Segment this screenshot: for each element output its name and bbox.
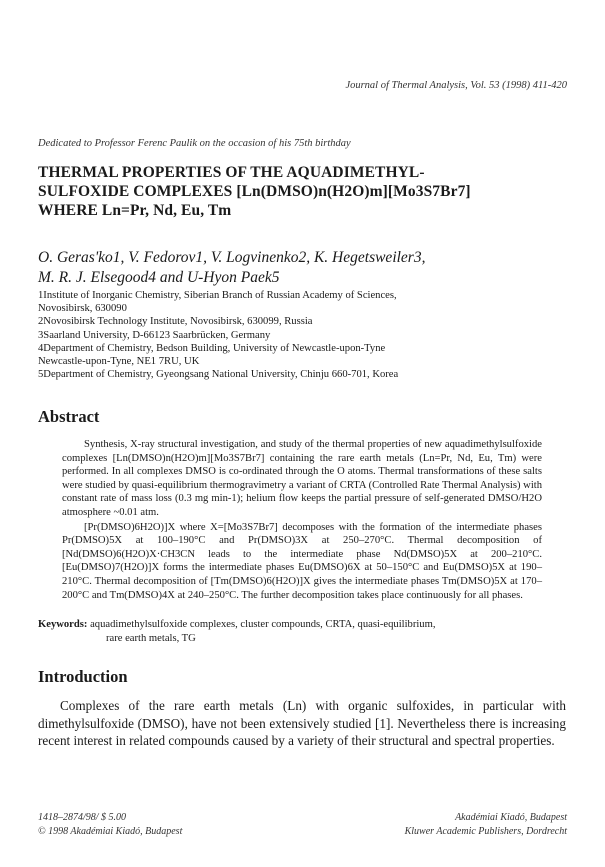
dedication: Dedicated to Professor Ferenc Paulik on the occasion of his 75th birthday	[38, 138, 351, 149]
affiliation-line: 4Department of Chemistry, Bedson Building, University of Newcastle-upon-Tyne	[38, 342, 386, 354]
footer-copyright: © 1998 Akadémiai Kiadó, Budapest	[38, 826, 183, 837]
abstract-body	[62, 438, 542, 602]
affiliation-line: 2Novosibirsk Technology Institute, Novosibirsk, 630099, Russia	[38, 316, 313, 328]
abstract-paragraph-2: [Pr(DMSO)6H2O)]X where X=[Mo3S7Br7] decomposes with the formation of the intermediate phases Pr(DMSO)5X at 100–190°C and Pr(DMSO)3X at 250–270°C. Thermal decomposition of [Nd(DMSO)6(H2O)X·CH3CN leads to the intermediate phase Nd(DMSO)5X at 200–210°C. [Eu(DMSO)7(H2O)]X forms the intermediate phases Eu(DMSO)6X at 50–150°C and Eu(DMSO)5X at 190–210°C. Thermal decomposition of [Tm(DMSO)6(H2O)]X gives the intermediate phases Tm(DMSO)5X at 170–200°C and Tm(DMSO)4X at 240–250°C. The further decomposition takes place continuously for all phases.	[62, 521, 542, 601]
keywords-line-1: aquadimethylsulfoxide complexes, cluster compounds, CRTA, quasi-equilibrium,	[90, 619, 436, 630]
authors-line-2: M. R. J. Elsegood4 and U-Hyon Paek5	[38, 269, 280, 286]
keywords	[38, 618, 543, 645]
affiliation-line: 3Saarland University, D-66123 Saarbrücken, Germany	[38, 329, 271, 341]
abstract-heading: Abstract	[38, 407, 100, 426]
affiliations	[38, 289, 578, 381]
title-line-1: THERMAL PROPERTIES OF THE AQUADIMETHYL-	[38, 164, 425, 181]
footer-issn: 1418–2874/98/ $ 5.00	[38, 812, 127, 823]
journal-reference: Journal of Thermal Analysis, Vol. 53 (1998) 411-420	[345, 80, 567, 91]
affiliation-line: 5Department of Chemistry, Gyeongsang National University, Chinju 660-701, Korea	[38, 369, 399, 381]
footer-publisher-1: Akadémiai Kiadó, Budapest	[455, 812, 567, 823]
title-line-3: WHERE Ln=Pr, Nd, Eu, Tm	[38, 202, 232, 219]
authors-line-1: O. Geras'ko1, V. Fedorov1, V. Logvinenko2, K. Hegetsweiler3,	[38, 249, 426, 266]
keywords-label: Keywords:	[38, 619, 88, 630]
affiliation-line: 1Institute of Inorganic Chemistry, Siberian Branch of Russian Academy of Sciences,	[38, 290, 397, 301]
affiliation-line: Newcastle-upon-Tyne, NE1 7RU, UK	[38, 356, 200, 368]
introduction-heading: Introduction	[38, 667, 128, 686]
introduction-paragraph-1: Complexes of the rare earth metals (Ln) with organic sulfoxides, in particular with dimethylsulfoxide (DMSO), have not been extensively studied [1]. Nevertheless there is increasing recent interest in related compounds caused by a variety of their structural and spectral properties.	[38, 698, 566, 748]
abstract-paragraph-1: Synthesis, X-ray structural investigation, and study of the thermal properties of new aquadimethylsulfoxide complexes [Ln(DMSO)n(H2O)m][Mo3S7Br7] containing the rare earth metals (Ln=Pr, Nd, Eu, Tm) were performed. In all complexes DMSO is co-ordinated through the O atoms. Thermal transformations of these salts were studied by quasi-equilibrium thermogravimetry a variant of CRTA (Controlled Rate Thermal Analysis) with constant rate of mass loss (0.3 mg min-1); helium flow keeps the partial pressure of self-generated DMSO/H2O atmosphere ~0.01 atm.	[62, 439, 542, 518]
keywords-line-2: rare earth metals, TG	[106, 632, 196, 644]
footer-publisher-2: Kluwer Academic Publishers, Dordrecht	[404, 826, 567, 837]
affiliation-line: Novosibirsk, 630090	[38, 303, 127, 315]
authors	[38, 248, 425, 288]
title-line-2: SULFOXIDE COMPLEXES [Ln(DMSO)n(H2O)m][Mo3S7Br7]	[38, 183, 471, 200]
introduction-body	[38, 697, 566, 750]
paper-title	[38, 163, 578, 220]
